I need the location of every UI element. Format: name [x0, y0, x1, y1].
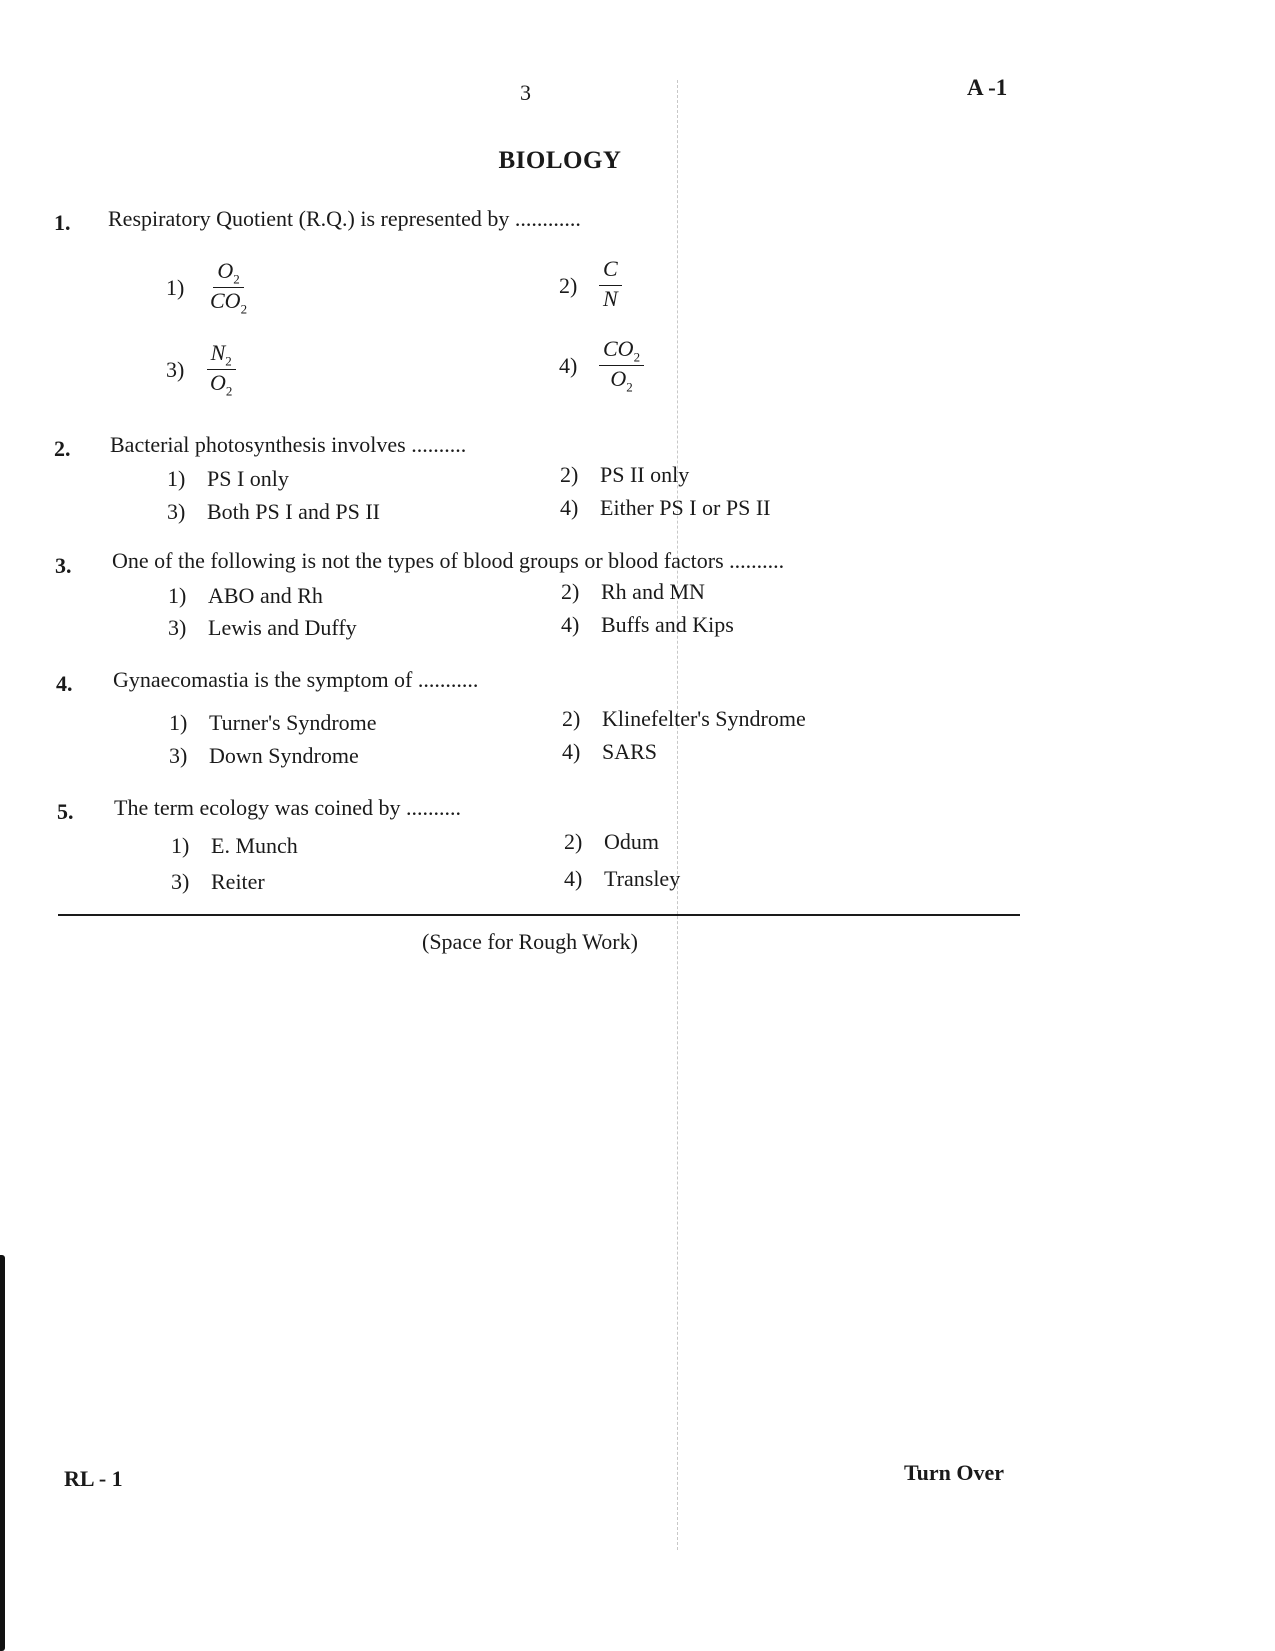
option-1[interactable] — [166, 258, 251, 318]
option-3[interactable]: 3) Both PS I and PS II — [167, 499, 380, 524]
question-number: 5. — [57, 799, 74, 824]
fraction: $\frac{N_2}{O_2}$ — [206, 340, 236, 400]
option-1[interactable]: 1) ABO and Rh — [168, 583, 323, 608]
option-2[interactable]: 2) Rh and MN — [561, 579, 705, 604]
option-number: 1) — [166, 274, 185, 300]
option-3[interactable] — [166, 340, 236, 400]
page-number: 3 — [520, 80, 531, 105]
set-code: A -1 — [967, 75, 1008, 100]
option-4[interactable]: 4) Either PS I or PS II — [560, 495, 771, 520]
turn-over-label: Turn Over — [904, 1460, 1005, 1485]
question-number: 4. — [56, 671, 73, 696]
question-number: 2. — [54, 436, 71, 461]
divider-rule — [58, 914, 1020, 916]
fraction: $\frac{C}{N}$ — [599, 256, 622, 316]
option-1[interactable]: 1) E. Munch — [171, 833, 298, 858]
question-text: The term ecology was coined by .......... — [114, 795, 462, 820]
page-fold-line — [677, 80, 678, 1550]
footer-code: RL - 1 — [64, 1466, 123, 1491]
rough-work-label: (Space for Rough Work) — [422, 929, 638, 954]
question-number: 1. — [54, 210, 71, 235]
section-title: BIOLOGY — [498, 147, 622, 174]
option-3[interactable]: 3) Down Syndrome — [169, 743, 359, 768]
option-3[interactable]: 3) Lewis and Duffy — [168, 615, 357, 640]
question-number: 3. — [55, 553, 72, 578]
fraction: $\frac{CO_2}{O_2}$ — [599, 336, 644, 396]
option-4[interactable]: 4) Buffs and Kips — [561, 612, 734, 637]
binding-edge — [0, 1255, 5, 1651]
option-2[interactable]: 2) Odum — [564, 829, 659, 854]
option-2[interactable] — [559, 256, 622, 316]
option-number: 4) — [559, 352, 578, 378]
option-1[interactable]: 1) Turner's Syndrome — [169, 710, 377, 735]
question-text: Bacterial photosynthesis involves .......... — [110, 432, 467, 457]
fraction: $\frac{O_2}{CO_2}$ — [210, 258, 248, 317]
option-1[interactable]: 1) PS I only — [167, 466, 289, 491]
option-3[interactable]: 3) Reiter — [171, 869, 265, 894]
question-text: Respiratory Quotient (R.Q.) is represented by ............ — [108, 206, 581, 231]
option-number: 3) — [166, 356, 185, 382]
option-4[interactable] — [559, 336, 644, 396]
question-text: One of the following is not the types of blood groups or blood factors .......... — [112, 548, 785, 573]
option-4[interactable]: 4) Transley — [564, 866, 681, 891]
option-number: 2) — [559, 272, 578, 298]
question-text: Gynaecomastia is the symptom of ........... — [113, 667, 479, 692]
option-2[interactable]: 2) PS II only — [560, 462, 690, 487]
option-2[interactable]: 2) Klinefelter's Syndrome — [562, 706, 806, 731]
option-4[interactable]: 4) SARS — [562, 739, 658, 764]
